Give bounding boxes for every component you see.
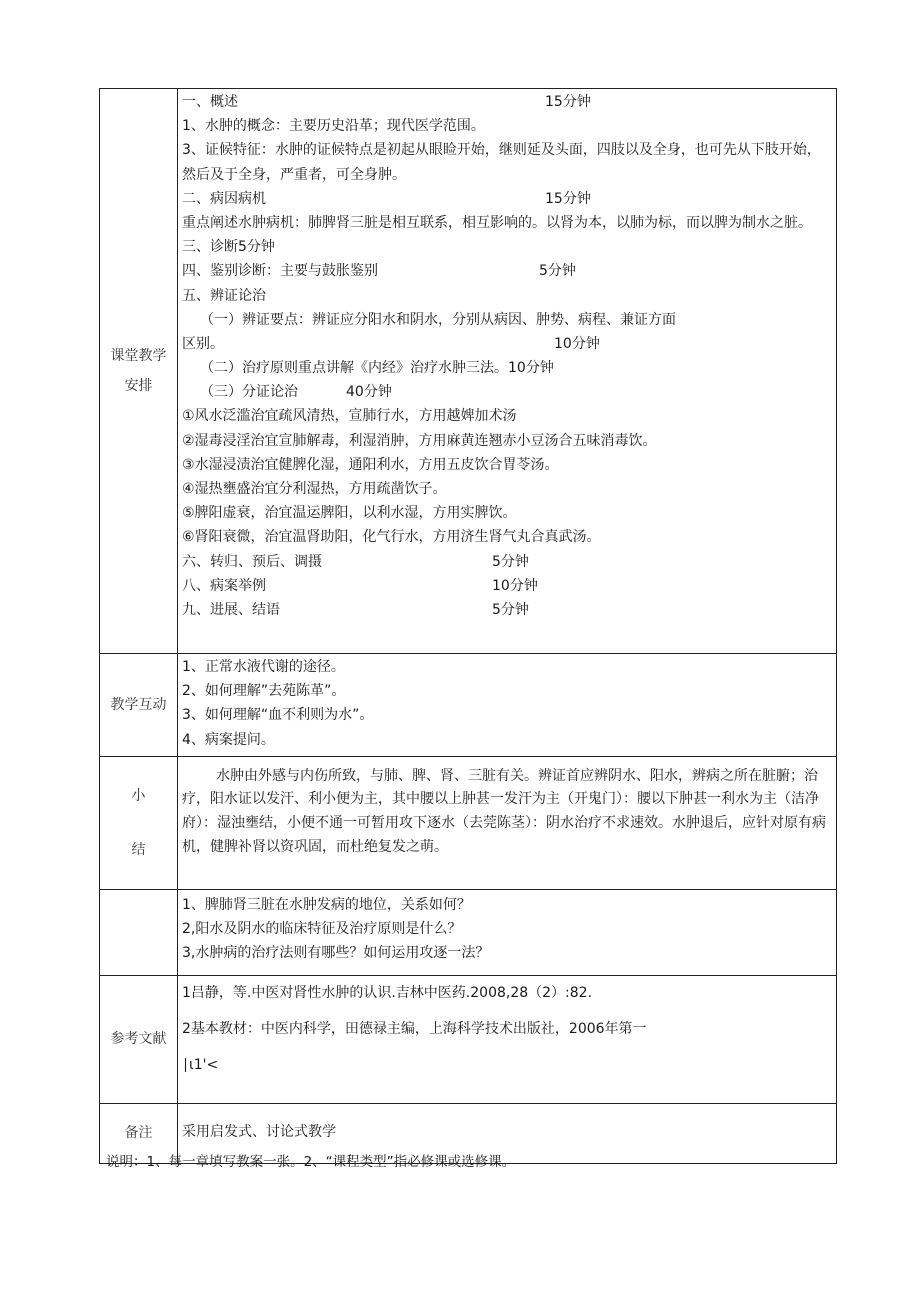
schedule-line-time: 15分钟: [545, 190, 591, 207]
schedule-line: [182, 90, 830, 114]
summary-content: [178, 756, 837, 889]
interaction-item: 4、病案提问。: [182, 731, 275, 748]
schedule-line: [182, 550, 830, 574]
schedule-line-time: 10分钟: [492, 577, 538, 594]
schedule-line-text: ④湿热壅盛治宜分利湿热，方用疏凿饮子。: [182, 481, 447, 498]
footnote: 说明：1、每一章填写教案一张。2、“课程类型”指必修课或选修课。: [106, 1154, 516, 1170]
interaction-item: 2、如何理解”去苑陈革”。: [182, 683, 346, 700]
schedule-line-text: 六、转归、预后、调摄: [182, 553, 322, 570]
schedule-line: [182, 525, 830, 549]
schedule-line: [182, 598, 830, 622]
schedule-line: [182, 308, 830, 332]
schedule-line-text: 区别。: [182, 335, 224, 352]
schedule-line: [182, 477, 830, 501]
summary-label: [100, 756, 178, 889]
question-item: 2,阳水及阴水的临床特征及治疗原则是什么？: [182, 920, 462, 937]
schedule-line-text: 3、证候特征：水肿的证候特点是初起从眼睑开始，继则延及头面，四肢以及全身，也可先从下肢开始，然后及于全身，严重者，可全身肿。: [182, 142, 821, 183]
schedule-line-text: ③水湿浸渍治宜健脾化湿，通阳利水，方用五皮饮合胃苓汤。: [182, 456, 559, 473]
schedule-line-time: 15分钟: [545, 94, 591, 110]
schedule-line-time: 5分钟: [539, 263, 576, 280]
schedule-line-text: 1、水肿的概念：主要历史沿革；现代医学范围。: [182, 118, 485, 135]
schedule-line: [182, 114, 830, 138]
schedule-line-text: 九、进展、结语: [182, 601, 280, 618]
schedule-line: [182, 211, 830, 235]
schedule-line-time: 5分钟: [492, 601, 529, 618]
schedule-line: [182, 404, 830, 428]
schedule-label-line1: 课堂教学: [110, 348, 167, 364]
schedule-line: [182, 501, 830, 525]
interaction-item: 3、如何理解“血不利则为水”。: [182, 707, 374, 724]
schedule-line-text: ①风水泛滥治宜疏风清热，宣肺行水，方用越婢加术汤: [182, 408, 517, 425]
interaction-content: [178, 654, 837, 757]
schedule-line: [182, 332, 830, 356]
schedule-line-text: （一）辨证要点：辨证应分阳水和阴水，分别从病因、肿势、病程、兼证方面: [200, 311, 676, 328]
schedule-line-time: 40分钟: [346, 384, 392, 401]
questions-content: [178, 889, 837, 975]
schedule-line-text: （三）分证论治: [200, 384, 298, 401]
schedule-line-text: 五、辨证论治: [182, 287, 266, 304]
schedule-line: [182, 380, 830, 404]
reference-item: 2基本教材：中医内科学，田德禄主编，上海科学技术出版社，2006年第一: [182, 1020, 647, 1037]
references-label: 参考文献: [100, 975, 178, 1103]
schedule-line: [182, 235, 830, 259]
reference-item: ∣ι1'<: [182, 1056, 219, 1073]
interaction-item: 1、正常水液代谢的途径。: [182, 659, 345, 675]
schedule-line-text: ②湿毒浸淫治宜宣肺解毒，利湿消肿，方用麻黄连翘赤小豆汤合五味消毒饮。: [182, 432, 657, 449]
schedule-line-text: 重点阐述水肿病机：肺脾肾三脏是相互联系，相互影响的。以肾为本，以肺为标，而以脾为制水之脏。: [182, 214, 812, 231]
interaction-label: 教学互动: [100, 654, 178, 757]
schedule-line: [182, 284, 830, 308]
reference-item: 1吕静，等.中医对肾性水肿的认识.吉林中医药.2008,28（2）:82.: [182, 984, 593, 1001]
schedule-line: [182, 138, 830, 186]
question-item: 1、脾肺肾三脏在水肿发病的地位，关系如何？: [182, 896, 471, 913]
schedule-line-text: ⑤脾阳虚衰，治宜温运脾阳，以利水湿，方用实脾饮。: [182, 505, 517, 522]
schedule-line-text: 八、病案举例: [182, 577, 266, 594]
schedule-line-text: （二）治疗原则重点讲解《内经》治疗水肿三法。10分钟: [200, 360, 554, 377]
references-content: [178, 975, 837, 1103]
schedule-line: [182, 574, 830, 598]
schedule-line: [182, 187, 830, 211]
summary-text: 水肿由外感与内伤所致，与肺、脾、肾、三脏有关。辨证首应辨阴水、阳水，辨病之所在脏腑；治疗，阳水证以发汗、利小便为主，其中腰以上肿甚一发汗为主（开鬼门）：腰以下肿甚一利水为主（洁净府）：湿浊壅结，小便不通一可暂用攻下逐水（去莞陈茎）：阴水治疗不求速效。水肿退后，应针对原有病机，健脾补肾以资巩固，而杜绝复发之萌。: [182, 767, 826, 855]
question-item: 3,水肿病的治疗法则有哪些？如何运用攻逐一法？: [182, 945, 490, 962]
schedule-label-line2: 安排: [124, 378, 153, 394]
schedule-label: [100, 89, 178, 654]
schedule-line-time: 10分钟: [554, 335, 600, 352]
schedule-line-text: ⑥肾阳衰微，治宜温肾助阳，化气行水，方用济生肾气丸合真武汤。: [182, 529, 601, 546]
schedule-line: [182, 356, 830, 380]
schedule-content: [178, 89, 837, 654]
schedule-line: [182, 429, 830, 453]
summary-label-line2: 结: [131, 841, 146, 858]
schedule-line-text: 二、病因病机: [182, 190, 266, 207]
schedule-line-text: 三、诊断5分钟: [182, 239, 275, 256]
remarks-text: 采用启发式、讨论式教学: [178, 1103, 837, 1163]
remarks-label: 备注: [100, 1103, 178, 1163]
lesson-plan-table: [99, 88, 826, 1164]
questions-label: [100, 889, 178, 975]
summary-label-line1: 小: [131, 787, 146, 804]
schedule-line: [182, 259, 830, 283]
schedule-line-text: 一、概述: [182, 94, 238, 110]
schedule-line: [182, 453, 830, 477]
schedule-line-text: 四、鉴别诊断：主要与鼓胀鉴别: [182, 263, 378, 280]
schedule-line-time: 5分钟: [492, 553, 529, 570]
